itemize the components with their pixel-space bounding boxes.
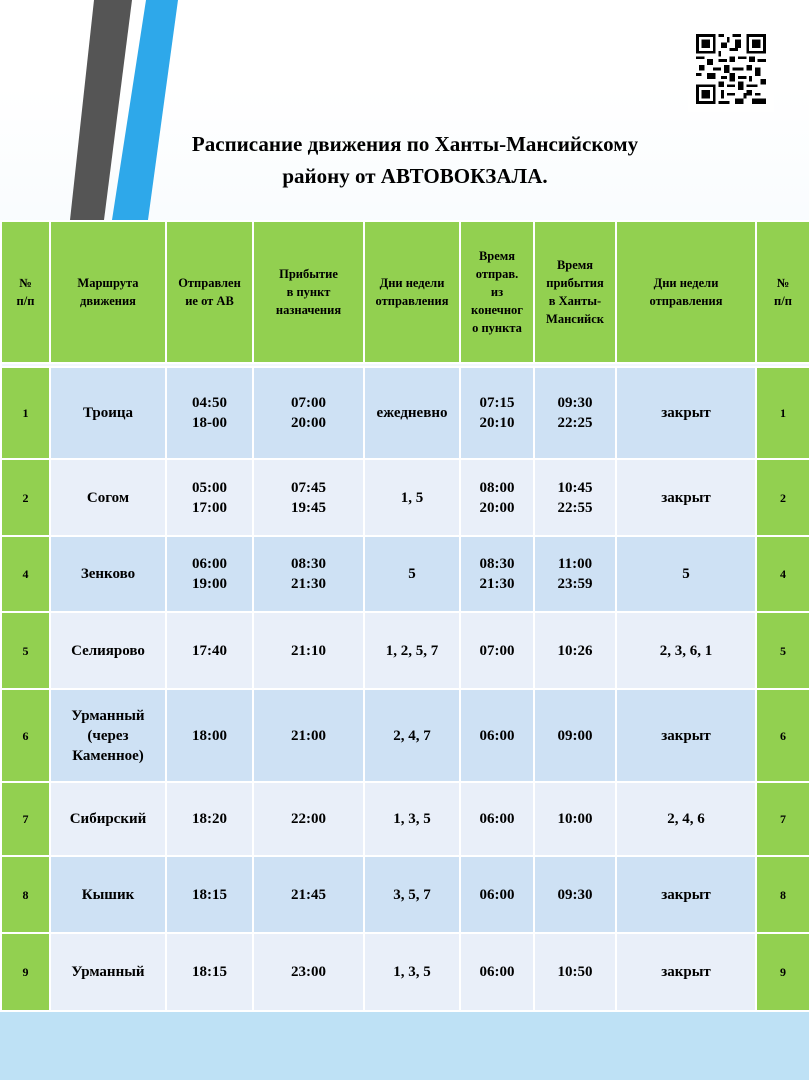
header-days-2: Дни недели отправления [616,221,756,363]
return-depart-time: 06:00 [460,782,534,856]
depart-time: 05:00 17:00 [166,459,253,536]
return-arrive-time: 10:50 [534,933,616,1011]
qr-code [688,26,774,112]
depart-time: 18:00 [166,689,253,782]
return-arrive-time: 10:26 [534,612,616,689]
route-name: Селиярово [50,612,166,689]
table-row [1,689,809,782]
row-num: 5 [1,612,50,689]
arrive-time: 21:00 [253,689,364,782]
return-arrive-time: 09:30 [534,856,616,933]
table-row [1,459,809,536]
row-num-right: 4 [756,536,809,612]
row-num: 2 [1,459,50,536]
return-depart-time: 08:00 20:00 [460,459,534,536]
days-outbound: 1, 5 [364,459,460,536]
return-arrive-time: 11:00 23:59 [534,536,616,612]
header-route: Маршрута движения [50,221,166,363]
depart-time: 18:20 [166,782,253,856]
row-num: 8 [1,856,50,933]
row-num: 1 [1,367,50,459]
days-outbound: 5 [364,536,460,612]
arrive-time: 23:00 [253,933,364,1011]
header-depart: Отправлен ие от АВ [166,221,253,363]
return-depart-time: 06:00 [460,856,534,933]
table-row [1,367,809,459]
return-arrive-time: 10:45 22:55 [534,459,616,536]
days-return: закрыт [616,856,756,933]
row-num-right: 1 [756,367,809,459]
header-arrive: Прибытие в пункт назначения [253,221,364,363]
return-depart-time: 08:30 21:30 [460,536,534,612]
header-return-arrive: Время прибытия в Ханты- Мансийск [534,221,616,363]
arrive-time: 21:10 [253,612,364,689]
days-outbound: 3, 5, 7 [364,856,460,933]
row-num-right: 7 [756,782,809,856]
arrive-time: 08:30 21:30 [253,536,364,612]
schedule-table [0,220,809,1012]
header-days-1: Дни недели отправления [364,221,460,363]
table-row [1,536,809,612]
return-depart-time: 07:15 20:10 [460,367,534,459]
arrive-time: 07:00 20:00 [253,367,364,459]
route-name: Урманный [50,933,166,1011]
title-line-2: району от АВТОВОКЗАЛА. [282,164,548,188]
route-name: Кышик [50,856,166,933]
footer-band [0,1010,809,1080]
return-arrive-time: 10:00 [534,782,616,856]
depart-time: 18:15 [166,856,253,933]
row-num-right: 2 [756,459,809,536]
return-arrive-time: 09:30 22:25 [534,367,616,459]
days-return: 2, 4, 6 [616,782,756,856]
route-name: Согом [50,459,166,536]
arrive-time: 22:00 [253,782,364,856]
depart-time: 17:40 [166,612,253,689]
days-outbound: 1, 2, 5, 7 [364,612,460,689]
route-name: Троица [50,367,166,459]
row-num: 9 [1,933,50,1011]
row-num: 6 [1,689,50,782]
arrive-time: 07:45 19:45 [253,459,364,536]
route-name: Урманный (через Каменное) [50,689,166,782]
row-num: 4 [1,536,50,612]
row-num-right: 5 [756,612,809,689]
days-outbound: 1, 3, 5 [364,782,460,856]
days-outbound: 2, 4, 7 [364,689,460,782]
row-num-right: 8 [756,856,809,933]
table-row [1,933,809,1011]
depart-time: 06:00 19:00 [166,536,253,612]
header-num-left: № п/п [1,221,50,363]
table-row [1,782,809,856]
return-arrive-time: 09:00 [534,689,616,782]
days-return: закрыт [616,689,756,782]
header-row [1,221,809,363]
header-return-depart: Время отправ. из конечног о пункта [460,221,534,363]
title-line-1: Расписание движения по Ханты-Мансийскому [191,132,639,156]
days-return: закрыт [616,933,756,1011]
row-num-right: 9 [756,933,809,1011]
page-title [120,128,710,192]
row-num-right: 6 [756,689,809,782]
arrive-time: 21:45 [253,856,364,933]
depart-time: 18:15 [166,933,253,1011]
qr-code-icon [696,34,766,104]
days-return: 5 [616,536,756,612]
depart-time: 04:50 18-00 [166,367,253,459]
row-num: 7 [1,782,50,856]
table-row [1,612,809,689]
return-depart-time: 07:00 [460,612,534,689]
days-return: 2, 3, 6, 1 [616,612,756,689]
route-name: Зенково [50,536,166,612]
route-name: Сибирский [50,782,166,856]
return-depart-time: 06:00 [460,933,534,1011]
header-num-right: № п/п [756,221,809,363]
days-return: закрыт [616,459,756,536]
days-outbound: 1, 3, 5 [364,933,460,1011]
table-row [1,856,809,933]
days-return: закрыт [616,367,756,459]
days-outbound: ежедневно [364,367,460,459]
return-depart-time: 06:00 [460,689,534,782]
